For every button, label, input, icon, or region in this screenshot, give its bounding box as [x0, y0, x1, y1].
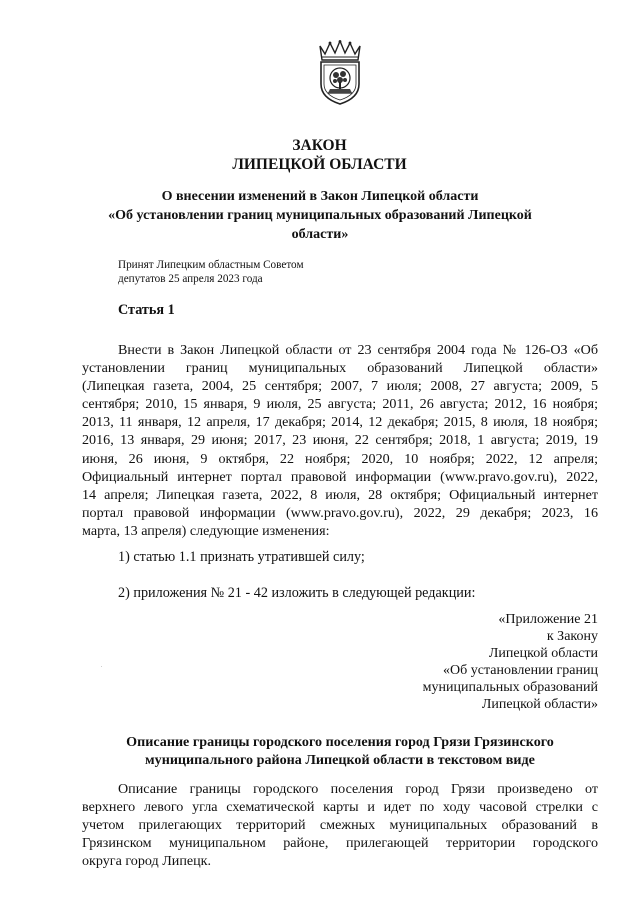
paragraph-line: портал правовой информации (www.pravo.gov.ru), 2022, 29 декабря; 2023, 16 — [82, 504, 598, 521]
list-item: 2) приложения № 21 - 42 изложить в следующей редакции: — [118, 585, 476, 601]
paragraph-line: учетом прилегающих территорий смежных муниципальных образований в — [82, 817, 598, 834]
paragraph-line: (Липецкая газета, 2004, 25 сентября; 2007, 7 июля; 2008, 27 августа; 2009, 5 — [82, 378, 598, 395]
paragraph-line: 2016, 13 января, 29 июня; 2017, 23 июня, 22 сентября; 2018, 1 августа; 2019, 19 — [82, 432, 598, 449]
law-subtitle-line: области» — [291, 227, 349, 242]
paragraph-line: Грязинском муниципальном районе, прилегающей территории городского — [82, 835, 598, 852]
law-subtitle-line: «Об установлении границ муниципальных образований Липецкой — [108, 208, 532, 223]
paragraph-line: 2013, 11 января, 12 апреля, 17 декабря; 2014, 12 декабря; 2015, 8 июля, 18 ноября; — [82, 414, 598, 431]
law-title: ЗАКОН — [292, 137, 347, 154]
description-heading-line: муниципального района Липецкой области в текстовом виде — [145, 752, 535, 768]
adoption-note-line: депутатов 25 апреля 2023 года — [118, 273, 263, 285]
appendix-caption-line: муниципальных образований — [422, 680, 598, 695]
article-title: Статья 1 — [118, 302, 175, 318]
paragraph-line: установлении границ муниципальных образований Липецкой области» — [82, 360, 598, 377]
description-paragraph — [82, 780, 598, 870]
appendix-caption-line: Липецкой области» — [481, 697, 598, 712]
paragraph-line: Внести в Закон Липецкой области от 23 сентября 2004 года № 126-ОЗ «Об — [118, 342, 598, 358]
coat-of-arms-icon — [316, 40, 364, 106]
scan-speck — [101, 666, 102, 667]
paragraph-line: июня, 26 июня, 9 октября, 22 ноября; 2020, 10 ноября; 2022, 12 апреля; — [82, 450, 598, 467]
paragraph-line: сентября; 2010, 15 января, 9 июля, 25 августа; 2011, 26 августа; 2012, 16 ноября; — [82, 396, 598, 413]
adoption-note-line: Принят Липецким областным Советом — [118, 259, 304, 271]
description-heading-line: Описание границы городского поселения город Грязи Грязинского — [126, 734, 554, 750]
paragraph-line: Официальный интернет портал правовой информации (www.pravo.gov.ru), 2022, — [82, 468, 598, 485]
appendix-caption-line: к Закону — [546, 629, 598, 644]
appendix-caption-line: «Приложение 21 — [498, 612, 598, 627]
appendix-caption-line: Липецкой области — [488, 646, 598, 661]
paragraph-line: верхнего левого угла схематической карты и идет по ходу часовой стрелки с — [82, 799, 598, 816]
paragraph-line: Описание границы городского поселения город Грязи произведено от — [118, 781, 598, 797]
list-item: 1) статью 1.1 признать утратившей силу; — [118, 549, 365, 565]
paragraph-line: округа город Липецк. — [82, 853, 212, 870]
paragraph-line: 14 апреля; Липецкая газета, 2022, 8 июля, 28 октября; Официальный интернет — [82, 486, 598, 503]
paragraph-line: марта, 13 апреля) следующие изменения: — [82, 522, 330, 539]
article-paragraph — [82, 341, 598, 540]
law-subtitle-line: О внесении изменений в Закон Липецкой области — [161, 189, 479, 204]
law-region-title: ЛИПЕЦКОЙ ОБЛАСТИ — [232, 156, 407, 173]
appendix-caption-line: «Об установлении границ — [443, 663, 598, 678]
